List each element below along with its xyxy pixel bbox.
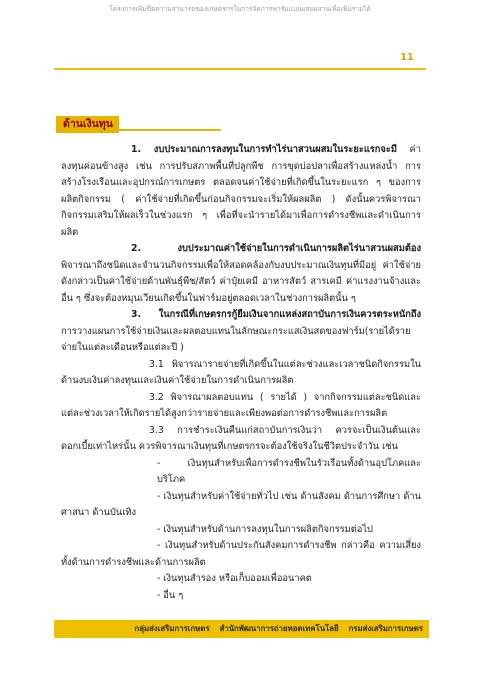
paragraph-3-3: 3.3 การชำระเงินคืนแก่สถาบันการเงินว่า ควรจะเป็นเงินต้นและดอกเบี้ยเท่าไหร่นั้น ควรพิจารณาเงินทุนที่เกษตรกรจะต้องใช้จริงในชีวิตประจำวัน เช่น (61, 424, 421, 452)
bullet-item: - อื่น ๆ (157, 589, 184, 601)
paragraph-3-1: 3.1 พิจารณารายจ่ายที่เกิดขึ้นในแต่ละช่วงและเวลาชนิดกิจกรรมในด้านงบเงินค่าลงทุนและเงินค่าใช้จ่ายในการดำเนินการผลิต (61, 358, 421, 386)
paragraph-2 (61, 241, 421, 307)
paragraph-2-lead: 2. งบประมาณค่าใช้จ่ายในการดำเนินการผลิตไร่นาสวนผสมต้อง (131, 243, 421, 254)
document-body (61, 142, 421, 604)
paragraph-3-body: การวางแผนการใช้จ่ายเงินและผลตอบแทนในลักษณะกระแสเงินสดของฟาร์ม(รายได้รายจ่ายในแต่ละเดือนหรือแต่ละปี ) (61, 325, 411, 353)
bullet-item: - เงินทุนสำรอง หรือเก็บออมเพื่ออนาคต (157, 573, 312, 584)
bullet-item: - เงินทุนสำหรับด้านประกันสังคมการดำรงชีพ กล่าวคือ ความเสี่ยงทั้งด้านการดำรงชีพและด้านการผลิต (61, 540, 421, 568)
footer-bar (54, 620, 429, 638)
paragraph-1 (61, 142, 421, 241)
running-header: โครงการเพิ่มขีดความสามารถของเกษตรกรในการจัดการฟาร์มแบบผสมผสานเพื่อเพิ่มรายได้ (109, 5, 371, 13)
paragraph-1-lead: 1. งบประมาณการลงทุนในการทำไร่นาสวนผสมในระยะแรกจะมี (131, 144, 398, 155)
bullet-item: - เงินทุนสำหรับเพื่อการดำรงชีพในรัวเรือนทั้งด้านอุปโภคและบริโภค (157, 457, 421, 485)
paragraph-2-body: พิจารณาถึงชนิดและจำนวนกิจกรรมเพื่อให้สอดคล้องกับงบประมาณเงินทุนที่มีอยู่ ค่าใช้จ่ายดังกล่าวเป็นค่าใช้จ่ายด้านพันธุ์พืช/สัตว์ ค่าปุ๋ยเคมี อาหารสัตว์ สารเคมี ค่าแรงงานจ้างและอื่น ๆ ซึ่งจะต้องหมุนเวียนเกิดขึ้นในฟาร์มอยู่ตลอดเวลาในช่วงการผลิตนั้น ๆ (61, 259, 421, 304)
paragraph-3-lead: 3. ในกรณีที่เกษตรกรกู้ยืมเงินจากแหล่งสถาบันการเงินควรตระหนักถึง (131, 309, 421, 320)
bullet-item: - เงินทุนสำหรับค่าใช้จ่ายทั่วไป เช่น ด้านสังคม ด้านการศึกษา ด้านศาสนา ด้านบันเทิง (61, 490, 421, 518)
bullet-item: - เงินทุนสำหรับด้านการลงทุนในการผลิตกิจกรรมต่อไป (157, 523, 373, 535)
paragraph-3-2: 3.2 พิจารณาผลตอบแทน ( รายได้ ) จากกิจกรรมแต่ละชนิดและแต่ละช่วงเวลาให้เกิดรายได้สูงกว่ารายจ่ายและเพียงพอต่อการดำรงชีพและการผลิต (61, 391, 421, 419)
section-title: ด้านเงินทุน (56, 116, 119, 133)
footer-org-bureau: สำนักพัฒนาการถ่ายทอดเทคโนโลยี (219, 624, 339, 633)
paragraph-1-body: ค่าลงทุนค่อนข้างสูง เช่น การปรับสภาพพื้นที่ปลูกพืช การขุดบ่อปลาเพื่อสร้างแหล่งน้ำ การสร้างโรงเรือนและอุปกรณ์การเกษตร ตลอดจนค่าใช้จ่ายที่เกิดขึ้นในระยะแรก ๆ ของการผลิตกิจกรรม ( ค่าใช้จ่ายที่เกิดขึ้นก่อนกิจกรรมจะเริ่มให้ผลผลิต ) ดังนั้นควรพิจารณากิจกรรมเสริมให้ผลเร็วในช่วงแรก ๆ เพื่อที่จะนำรายได้มาเพื่อการดำรงชีพและดำเนินการผลิต (61, 144, 421, 238)
section-heading (56, 112, 221, 131)
paragraph-3 (61, 307, 421, 357)
page-number: 11 (400, 52, 414, 63)
footer-org-group: กลุ่มส่งเสริมการเกษตร (134, 624, 210, 633)
footer-org-department: กรมส่งเสริมการเกษตร (348, 624, 423, 633)
header-divider (54, 68, 426, 70)
